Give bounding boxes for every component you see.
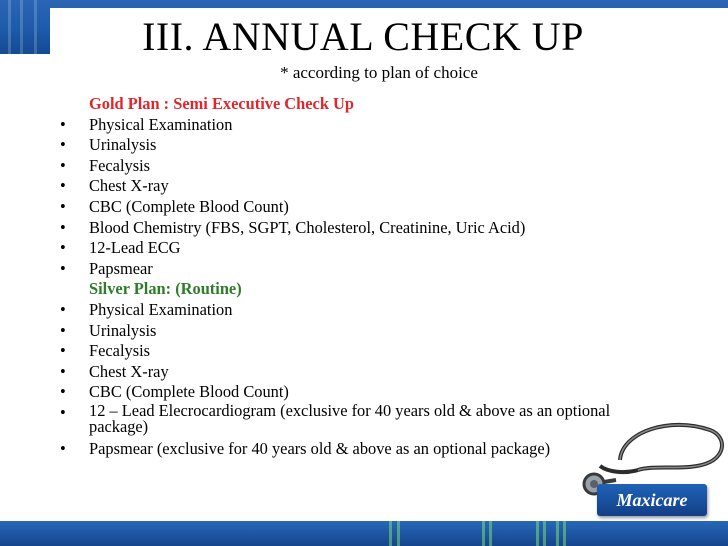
plan-list xyxy=(60,94,620,460)
bullet: • xyxy=(60,176,66,196)
list-item xyxy=(60,115,620,136)
slide-title: III. ANNUAL CHECK UP xyxy=(142,14,584,59)
list-item-text: Chest X-ray xyxy=(89,361,169,381)
silver-plan-heading: Silver Plan: (Routine) xyxy=(89,279,242,299)
list-item-text: Papsmear xyxy=(89,258,153,278)
bullet: • xyxy=(60,402,66,422)
list-item xyxy=(60,382,620,403)
list-item xyxy=(60,321,620,342)
list-item-text: Fecalysis xyxy=(89,341,151,361)
bullet: • xyxy=(60,135,66,155)
list-item-text: Physical Examination xyxy=(89,114,233,134)
list-item-text: CBC (Complete Blood Count) xyxy=(89,382,289,402)
list-item-text: Blood Chemistry (FBS, SGPT, Cholesterol, Creatinine, Uric Acid) xyxy=(89,217,526,237)
list-item-text: 12 – Lead Elecrocardiogram (exclusive for 40 years old & above as an optional package) xyxy=(89,400,611,436)
list-item xyxy=(60,400,620,436)
list-item-text: 12-Lead ECG xyxy=(89,238,181,258)
bullet: • xyxy=(60,217,66,237)
bullet: • xyxy=(60,361,66,381)
list-item-text: Papsmear (exclusive for 40 years old & above as an optional package) xyxy=(89,438,551,458)
list-item xyxy=(60,135,620,156)
bullet: • xyxy=(60,238,66,258)
list-item xyxy=(60,176,620,197)
list-item xyxy=(60,156,620,177)
list-item xyxy=(60,439,620,460)
list-item-text: Chest X-ray xyxy=(89,176,169,196)
list-item-text: Physical Examination xyxy=(89,299,233,319)
bullet: • xyxy=(60,341,66,361)
list-item xyxy=(60,259,620,280)
title-area xyxy=(50,8,728,90)
list-item xyxy=(60,218,620,239)
list-item xyxy=(60,341,620,362)
bullet: • xyxy=(60,438,66,458)
list-item-text: CBC (Complete Blood Count) xyxy=(89,196,289,216)
list-item xyxy=(60,300,620,321)
list-item xyxy=(60,238,620,259)
list-item-text: Fecalysis xyxy=(89,155,151,175)
list-item-text: Urinalysis xyxy=(89,320,157,340)
slide-subtitle: * according to plan of choice xyxy=(280,63,478,82)
bullet: • xyxy=(60,258,66,278)
list-item xyxy=(60,197,620,218)
bullet: • xyxy=(60,382,66,402)
list-item xyxy=(60,362,620,383)
bottom-banner xyxy=(0,521,728,546)
bullet: • xyxy=(60,299,66,319)
bullet: • xyxy=(60,320,66,340)
bullet: • xyxy=(60,196,66,216)
gold-plan-heading: Gold Plan : Semi Executive Check Up xyxy=(89,94,354,113)
bullet: • xyxy=(60,155,66,175)
maxicare-logo: Maxicare xyxy=(597,484,707,516)
bullet: • xyxy=(60,114,66,134)
list-item-text: Urinalysis xyxy=(89,135,157,155)
